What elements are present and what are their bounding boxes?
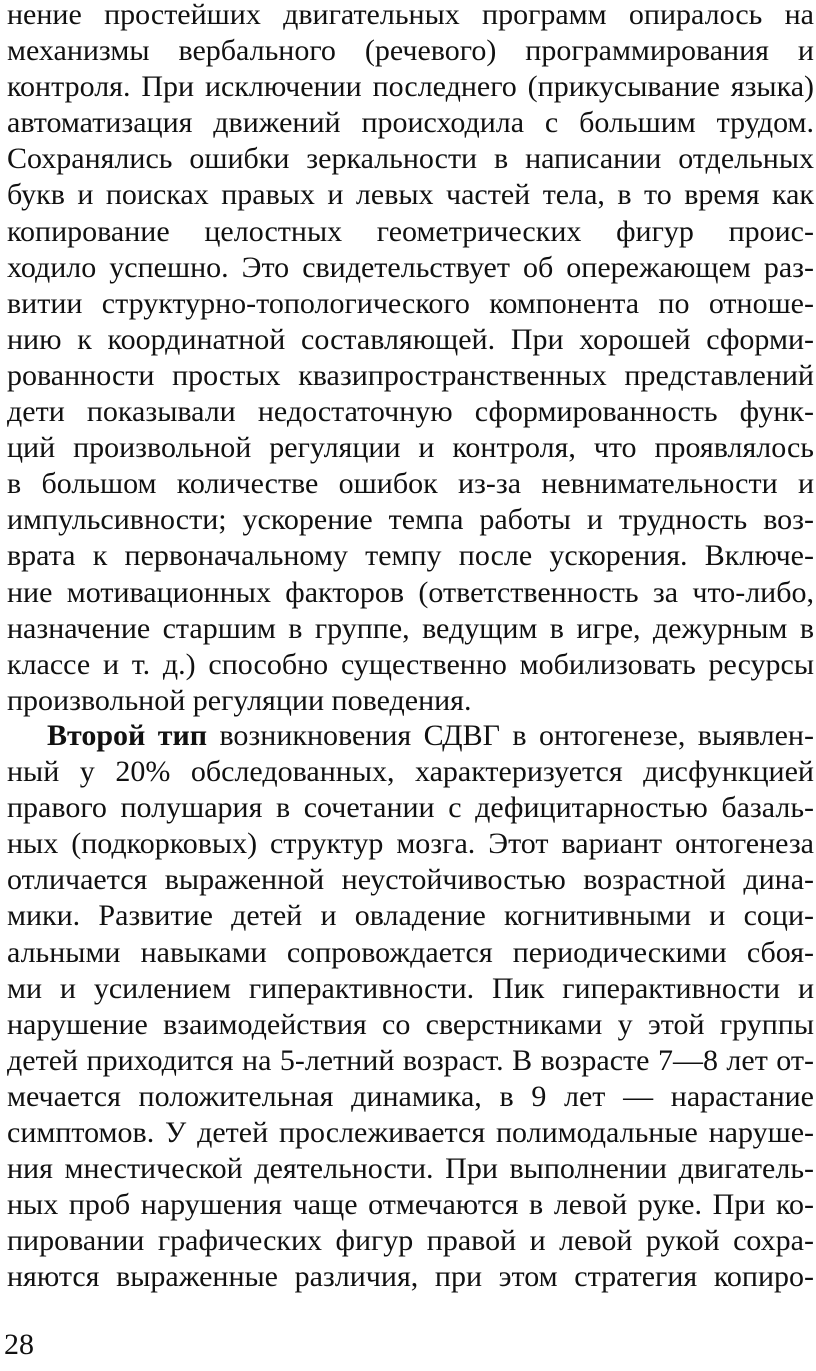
text-line: автоматизация движений происходила с большим трудом. (7, 106, 814, 140)
text-line: нию к координатной составляющей. При хорошей сформи- (7, 322, 814, 356)
text-line: копирование целостных геометрических фигур проис- (7, 214, 814, 248)
text-line: детей приходится на 5-летний возраст. В возрасте 7—8 лет от- (7, 1043, 814, 1077)
text-line: букв и поисках правых и левых частей тела, в то время как (7, 178, 814, 212)
text-line: ный у 20% обследованных, характеризуется дисфункцией (7, 755, 814, 789)
text-line: витии структурно-топологического компонента по отноше- (7, 286, 814, 320)
text-line: ми и усилением гиперактивности. Пик гиперактивности и (7, 971, 814, 1005)
text-line-first (7, 718, 814, 754)
text-line: классе и т. д.) способно существенно мобилизовать ресурсы (7, 647, 814, 681)
text-line: отличается выраженной неустойчивостью возрастной дина- (7, 863, 814, 897)
text-line: пировании графических фигур правой и левой рукой сохра- (7, 1224, 814, 1258)
text-line: нарушение взаимодействия со сверстниками у этой группы (7, 1007, 814, 1041)
text-line: правого полушария в сочетании с дефицитарностью базаль- (7, 791, 814, 825)
text-line: механизмы вербального (речевого) программирования и (7, 34, 814, 68)
text-line: нение простейших двигательных программ опиралось на (7, 0, 814, 31)
text-line: контроля. При исключении последнего (прикусывание языка) (7, 70, 814, 104)
text-line: альными навыками сопровождается периодическими сбоя- (7, 935, 814, 969)
text-line: ных (подкорковых) структур мозга. Этот вариант онтогенеза (7, 827, 814, 861)
text-line: дети показывали недостаточную сформированность функ- (7, 395, 814, 429)
text-line: в большом количестве ошибок из-за невнимательности и (7, 467, 814, 501)
bold-lead-term: Второй тип (47, 719, 208, 752)
text-line: рованности простых квазипространственных представлений (7, 358, 814, 392)
text-line: врата к первоначальному темпу после ускорения. Включе- (7, 539, 814, 573)
text-line: назначение старшим в группе, ведущим в игре, дежурным в (7, 611, 814, 645)
text-line-last: произвольной регуляции поведения. (7, 683, 472, 717)
text-line: мики. Развитие детей и овладение когнитивными и соци- (7, 899, 814, 933)
text-line: импульсивности; ускорение темпа работы и трудность воз- (7, 503, 814, 537)
page-number: 28 (4, 1328, 34, 1361)
text-line: ние мотивационных факторов (ответственность за что-либо, (7, 575, 814, 609)
text-line: ходило успешно. Это свидетельствует об опережающем раз- (7, 250, 814, 284)
text-line: мечается положительная динамика, в 9 лет — нарастание (7, 1079, 814, 1113)
text-line: ций произвольной регуляции и контроля, что проявлялось (7, 431, 814, 465)
first-line-rest: возникновения СДВГ в онтогенезе, выявлен- (207, 719, 814, 752)
text-line: Сохранялись ошибки зеркальности в написании отдельных (7, 142, 814, 176)
text-line: ния мнестической деятельности. При выполнении двигатель- (7, 1152, 814, 1186)
paragraph-2 (7, 718, 814, 1296)
text-line: симптомов. У детей прослеживается полимодальные наруше- (7, 1116, 814, 1150)
text-line: ных проб нарушения чаще отмечаются в левой руке. При ко- (7, 1188, 814, 1222)
paragraph-1 (7, 0, 814, 719)
text-line: няются выраженные различия, при этом стратегия копиро- (7, 1260, 814, 1294)
